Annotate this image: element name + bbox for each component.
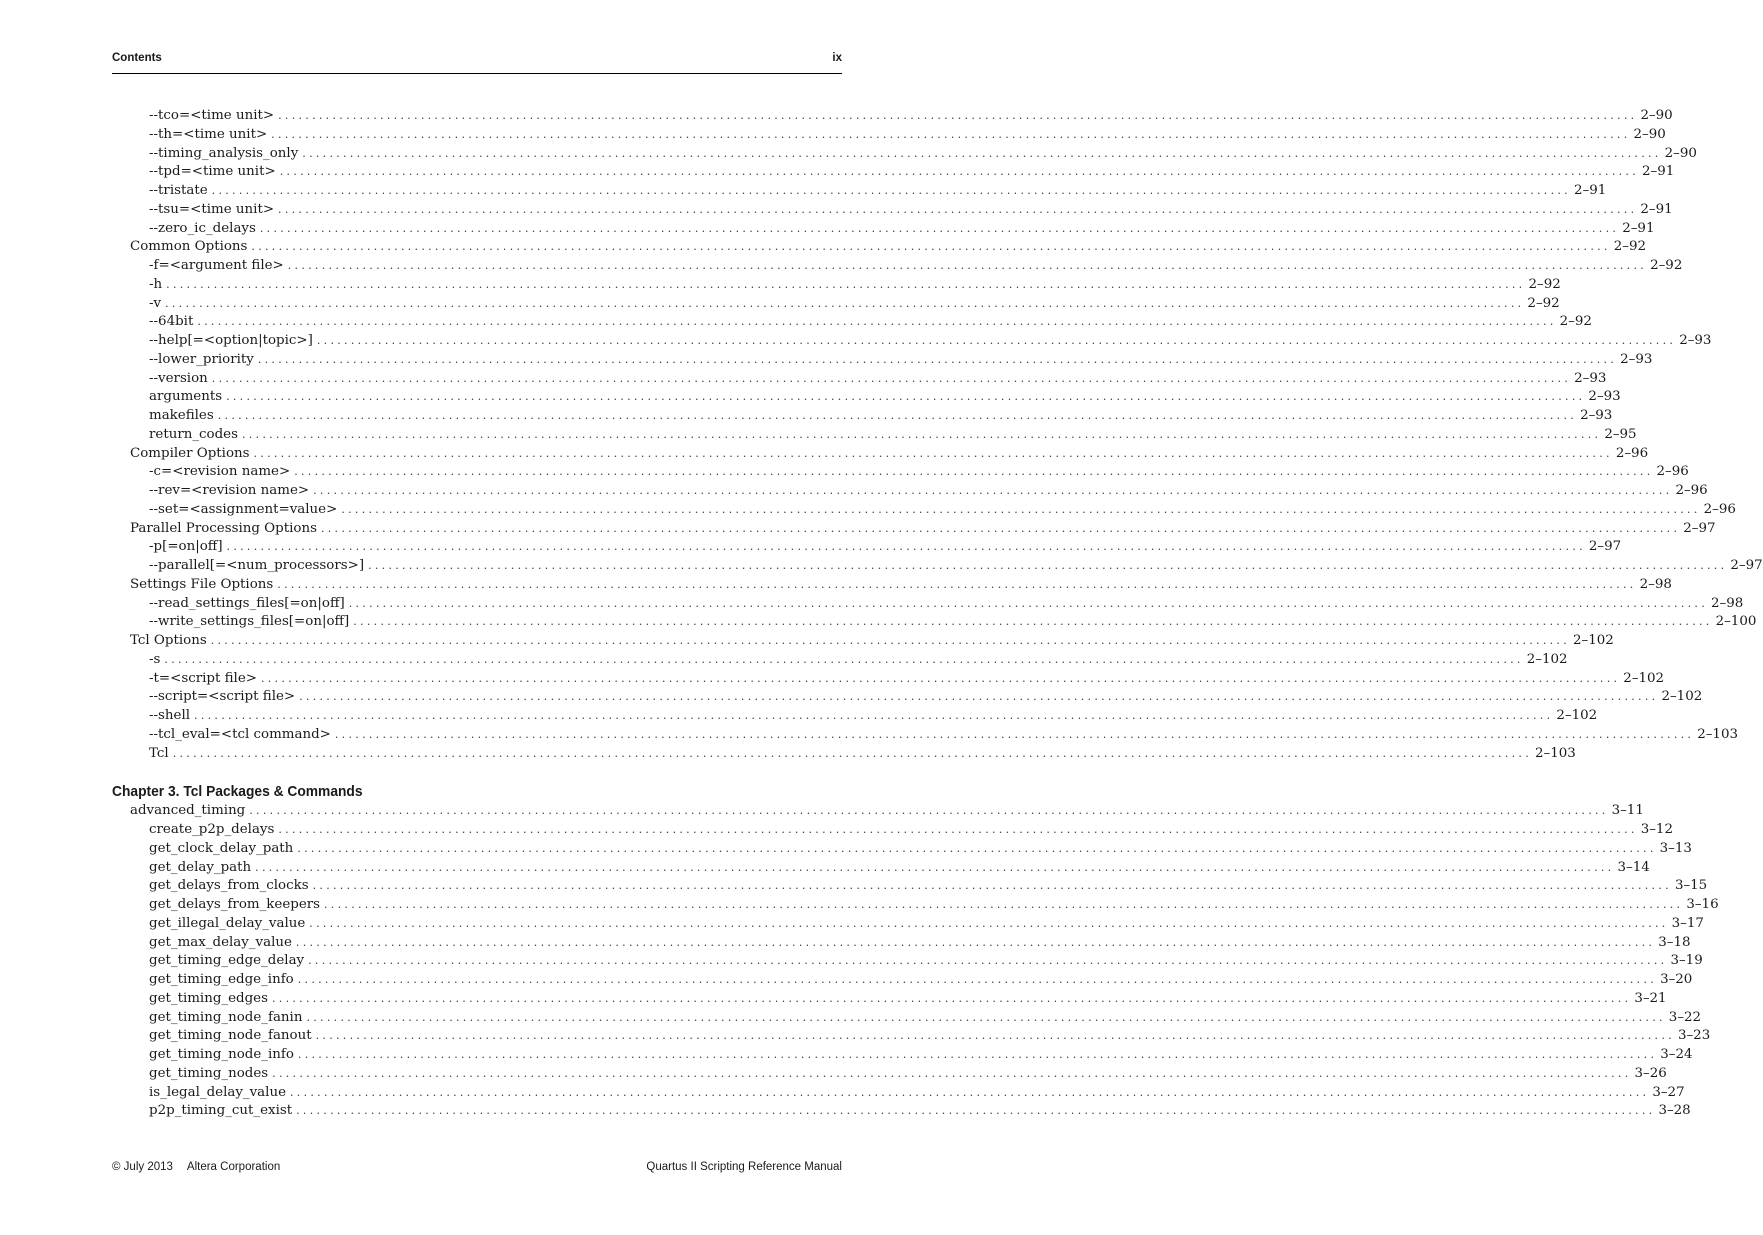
toc-entry[interactable]: [112, 688, 1703, 707]
toc-entry-page: 3–24: [1660, 1047, 1693, 1062]
toc-entry-page: 2–91: [1642, 164, 1675, 180]
toc-entry-page: 3–21: [1634, 990, 1667, 1006]
toc-entry[interactable]: [112, 145, 1697, 164]
toc-leader-dots: ........................................................................................................................................................................................................: [312, 879, 1672, 893]
toc-leader-dots: ........................................................................................................................................................................................................: [164, 652, 1524, 666]
toc-leader-dots: ........................................................................................................................................................................................................: [324, 898, 1684, 911]
toc-entry-label: return_codes: [149, 426, 238, 442]
toc-entry-label: Parallel Processing Options: [130, 520, 317, 536]
toc-entry[interactable]: [112, 332, 1712, 351]
toc-entry[interactable]: [112, 557, 1763, 576]
toc-entry-label: --parallel[=<num_processors>]: [149, 558, 365, 573]
toc-entry-label: --read_settings_files[=on|off]: [149, 595, 345, 611]
toc-entry-page: 2–96: [1675, 483, 1708, 498]
toc-entry-page: 2–96: [1615, 445, 1649, 461]
toc-entry-page: 3–19: [1670, 953, 1703, 969]
toc-entry-page: 2–102: [1623, 670, 1665, 686]
toc-entry-label: create_p2p_delays: [149, 822, 275, 837]
footer-company: Altera Corporation: [186, 1161, 281, 1173]
toc-entry-label: get_timing_edges: [149, 990, 268, 1006]
toc-entry-label: get_timing_node_info: [149, 1047, 294, 1062]
toc-entry-label: is_legal_delay_value: [149, 1084, 286, 1100]
toc-entry-page: 3–26: [1634, 1065, 1667, 1081]
toc-entry-page: 3–13: [1659, 840, 1692, 856]
toc-entry-label: --set=<assignment=value>: [149, 501, 338, 517]
table-of-contents: [112, 107, 1763, 1121]
toc-leader-dots: ........................................................................................................................................................................................................: [251, 240, 1611, 254]
toc-entry-page: 3–27: [1652, 1084, 1685, 1100]
toc-entry[interactable]: [112, 126, 1666, 145]
toc-entry-page: 3–11: [1611, 803, 1644, 819]
toc-entry-label: -f=<argument file>: [149, 258, 284, 273]
toc-entry-label: get_max_delay_value: [149, 934, 292, 950]
toc-entry[interactable]: [112, 726, 1738, 745]
toc-leader-dots: ........................................................................................................................................................................................................: [309, 916, 1669, 930]
toc-leader-dots: ........................................................................................................................................................................................................: [271, 991, 1632, 1005]
toc-entry[interactable]: [112, 445, 1649, 464]
toc-leader-dots: ........................................................................................................................................................................................................: [197, 315, 1557, 329]
toc-entry-label: --tristate: [149, 183, 208, 198]
header-rule: [112, 73, 842, 74]
toc-entry-label: Tcl Options: [130, 633, 207, 648]
toc-entry-page: 2–90: [1633, 126, 1666, 142]
toc-leader-dots: ........................................................................................................................................................................................................: [348, 596, 1709, 610]
toc-entry[interactable]: [112, 613, 1757, 632]
toc-entry-page: 2–93: [1679, 333, 1712, 348]
toc-entry-page: 3–18: [1658, 934, 1691, 950]
toc-entry-label: -t=<script file>: [149, 670, 257, 686]
toc-entry[interactable]: [112, 201, 1673, 220]
toc-entry-label: Compiler Options: [130, 445, 250, 461]
toc-entry-label: get_timing_edge_delay: [149, 953, 305, 969]
toc-entry[interactable]: [112, 896, 1719, 915]
toc-leader-dots: ........................................................................................................................................................................................................: [294, 465, 1654, 479]
toc-leader-dots: ........................................................................................................................................................................................................: [353, 615, 1713, 629]
toc-entry[interactable]: [112, 990, 1667, 1009]
toc-leader-dots: ........................................................................................................................................................................................................: [295, 935, 1656, 949]
toc-entry[interactable]: [112, 971, 1693, 990]
header-page-number: ix: [832, 52, 842, 64]
toc-entry-page: 2–102: [1556, 708, 1598, 723]
toc-entry[interactable]: [112, 707, 1598, 726]
toc-entry-label: -s: [149, 651, 161, 667]
toc-entry[interactable]: [112, 407, 1613, 426]
toc-entry-label: --zero_ic_delays: [149, 220, 256, 236]
toc-entry-label: get_clock_delay_path: [149, 840, 294, 856]
toc-entry-page: 2–92: [1527, 295, 1560, 311]
toc-entry-label: get_timing_node_fanin: [149, 1009, 303, 1025]
toc-entry-label: --script=<script file>: [149, 689, 296, 705]
toc-entry-label: --timing_analysis_only: [149, 145, 299, 161]
toc-entry-page: 3–15: [1674, 878, 1708, 894]
toc-entry[interactable]: [112, 1046, 1693, 1065]
toc-leader-dots: ........................................................................................................................................................................................................: [211, 371, 1572, 385]
toc-entry-page: 2–93: [1620, 351, 1653, 367]
toc-leader-dots: ........................................................................................................................................................................................................: [211, 184, 1571, 197]
toc-leader-dots: ........................................................................................................................................................................................................: [226, 540, 1586, 554]
toc-entry-page: 2–102: [1526, 651, 1568, 667]
toc-entry[interactable]: [112, 220, 1655, 239]
toc-entry-page: 3–22: [1668, 1009, 1702, 1025]
toc-leader-dots: ........................................................................................................................................................................................................: [172, 746, 1533, 760]
toc-entry-label: get_delay_path: [149, 859, 252, 875]
toc-entry[interactable]: [112, 501, 1736, 520]
toc-entry-page: 2–97: [1588, 539, 1622, 555]
toc-entry-label: --write_settings_files[=on|off]: [149, 614, 350, 630]
toc-entry[interactable]: [112, 163, 1675, 182]
toc-entry-label: --help[=<option|topic>]: [149, 333, 313, 348]
toc-entry-label: --tsu=<time unit>: [149, 201, 275, 217]
toc-leader-dots: ........................................................................................................................................................................................................: [368, 559, 1728, 572]
toc-entry-label: get_timing_node_fanout: [149, 1028, 312, 1044]
toc-leader-dots: ........................................................................................................................................................................................................: [272, 1066, 1632, 1080]
toc-entry-page: 2–93: [1580, 408, 1613, 423]
toc-entry[interactable]: [112, 426, 1637, 445]
toc-entry[interactable]: [112, 351, 1653, 370]
toc-leader-dots: ........................................................................................................................................................................................................: [279, 165, 1640, 179]
toc-entry-page: 2–103: [1535, 745, 1576, 761]
footer-date: © July 2013: [112, 1161, 173, 1173]
toc-leader-dots: ........................................................................................................................................................................................................: [278, 202, 1638, 216]
toc-section-chapter-3: [112, 802, 1719, 1121]
toc-leader-dots: ........................................................................................................................................................................................................: [217, 409, 1578, 422]
toc-leader-dots: ........................................................................................................................................................................................................: [302, 146, 1662, 160]
toc-entry-page: 3–23: [1677, 1028, 1711, 1044]
toc-entry-label: Common Options: [130, 239, 248, 255]
toc-leader-dots: ........................................................................................................................................................................................................: [315, 1029, 1675, 1043]
toc-entry[interactable]: [112, 877, 1708, 896]
toc-leader-dots: ........................................................................................................................................................................................................: [249, 804, 1609, 818]
toc-leader-dots: ........................................................................................................................................................................................................: [313, 484, 1673, 497]
toc-entry-label: --tcl_eval=<tcl command>: [149, 726, 331, 742]
toc-entry-page: 3–14: [1617, 859, 1650, 875]
toc-entry-page: 3–20: [1660, 972, 1693, 987]
toc-entry-page: 3–28: [1658, 1103, 1691, 1119]
header-section-title: Contents: [112, 52, 162, 64]
toc-leader-dots: ........................................................................................................................................................................................................: [341, 502, 1701, 516]
toc-leader-dots: ........................................................................................................................................................................................................: [271, 127, 1631, 141]
toc-entry-page: 3–17: [1671, 915, 1704, 931]
toc-entry-page: 2–90: [1664, 145, 1697, 161]
toc-entry[interactable]: [112, 1065, 1667, 1084]
toc-entry[interactable]: [112, 859, 1650, 878]
toc-entry[interactable]: [112, 520, 1716, 539]
toc-entry-label: --64bit: [149, 314, 194, 330]
toc-entry[interactable]: [112, 576, 1672, 595]
toc-entry-label: makefiles: [149, 408, 214, 423]
toc-entry-label: p2p_timing_cut_exist: [149, 1103, 293, 1119]
toc-entry[interactable]: [112, 934, 1691, 953]
toc-entry-page: 3–12: [1640, 822, 1673, 837]
page-header: [112, 52, 842, 70]
toc-entry[interactable]: [112, 1027, 1711, 1046]
toc-leader-dots: ........................................................................................................................................................................................................: [241, 427, 1602, 441]
toc-leader-dots: ........................................................................................................................................................................................................: [259, 221, 1620, 235]
toc-leader-dots: ........................................................................................................................................................................................................: [260, 671, 1621, 685]
toc-entry-label: Settings File Options: [130, 576, 274, 592]
toc-entry-label: --version: [149, 370, 208, 386]
toc-entry[interactable]: [112, 276, 1561, 295]
toc-leader-dots: ........................................................................................................................................................................................................: [334, 727, 1695, 741]
toc-leader-dots: ........................................................................................................................................................................................................: [306, 1010, 1666, 1024]
toc-entry-page: 2–100: [1715, 614, 1757, 630]
toc-entry-page: 2–103: [1697, 726, 1738, 742]
toc-leader-dots: ........................................................................................................................................................................................................: [308, 954, 1668, 968]
toc-entry[interactable]: [112, 388, 1621, 407]
toc-leader-dots: ........................................................................................................................................................................................................: [255, 860, 1615, 874]
toc-entry[interactable]: [112, 821, 1673, 840]
toc-entry[interactable]: [112, 482, 1708, 501]
toc-entry-page: 2–93: [1574, 370, 1607, 386]
toc-leader-dots: ........................................................................................................................................................................................................: [278, 109, 1638, 122]
toc-leader-dots: ........................................................................................................................................................................................................: [226, 390, 1586, 404]
toc-entry[interactable]: [112, 915, 1704, 934]
toc-leader-dots: ........................................................................................................................................................................................................: [278, 823, 1638, 836]
toc-entry-label: get_delays_from_clocks: [149, 878, 309, 894]
toc-leader-dots: ........................................................................................................................................................................................................: [257, 352, 1618, 366]
toc-entry-page: 2–102: [1661, 689, 1703, 705]
toc-entry-label: --th=<time unit>: [149, 126, 268, 142]
toc-entry[interactable]: [112, 1102, 1691, 1121]
toc-leader-dots: ........................................................................................................................................................................................................: [297, 841, 1657, 855]
toc-entry-page: 2–97: [1683, 520, 1716, 536]
toc-entry-page: 2–96: [1703, 501, 1736, 517]
toc-leader-dots: ........................................................................................................................................................................................................: [320, 521, 1681, 535]
toc-leader-dots: ........................................................................................................................................................................................................: [210, 634, 1571, 647]
toc-entry-label: get_illegal_delay_value: [149, 915, 306, 931]
toc-leader-dots: ........................................................................................................................................................................................................: [316, 334, 1677, 347]
toc-entry-page: 2–91: [1640, 201, 1673, 217]
toc-entry[interactable]: [112, 107, 1673, 126]
toc-entry-label: advanced_timing: [130, 803, 246, 819]
toc-entry-page: 2–91: [1573, 183, 1607, 198]
toc-entry[interactable]: [112, 670, 1665, 689]
toc-leader-dots: ........................................................................................................................................................................................................: [299, 690, 1659, 704]
toc-section-chapter-2: [112, 107, 1763, 763]
toc-entry-label: get_timing_nodes: [149, 1065, 269, 1081]
toc-entry[interactable]: [112, 257, 1683, 276]
toc-entry-label: -v: [149, 295, 162, 311]
toc-leader-dots: ........................................................................................................................................................................................................: [166, 277, 1526, 291]
toc-entry-label: Tcl: [149, 745, 169, 761]
toc-entry-label: -h: [149, 276, 163, 292]
toc-entry-label: -p[=on|off]: [149, 539, 223, 555]
toc-entry-page: 3–16: [1686, 897, 1719, 912]
toc-entry-label: -c=<revision name>: [149, 464, 291, 480]
toc-entry-page: 2–91: [1622, 220, 1655, 236]
toc-entry-page: 2–92: [1559, 314, 1592, 330]
toc-leader-dots: ........................................................................................................................................................................................................: [296, 1104, 1656, 1118]
toc-entry[interactable]: [112, 182, 1607, 201]
toc-leader-dots: ........................................................................................................................................................................................................: [290, 1085, 1650, 1099]
toc-entry[interactable]: [112, 745, 1576, 764]
footer-manual-title: Quartus II Scripting Reference Manual: [646, 1161, 842, 1173]
toc-entry-page: 2–95: [1604, 426, 1637, 442]
toc-entry[interactable]: [112, 651, 1568, 670]
toc-entry-label: get_timing_edge_info: [149, 972, 294, 987]
toc-entry[interactable]: [112, 370, 1607, 389]
toc-entry-label: --tco=<time unit>: [149, 108, 275, 123]
toc-entry[interactable]: [112, 595, 1744, 614]
toc-entry-label: get_delays_from_keepers: [149, 897, 321, 912]
toc-entry-page: 2–92: [1613, 239, 1647, 255]
toc-leader-dots: ........................................................................................................................................................................................................: [165, 296, 1525, 310]
toc-entry-page: 2–98: [1639, 576, 1672, 592]
toc-entry[interactable]: [112, 632, 1614, 651]
toc-leader-dots: ........................................................................................................................................................................................................: [253, 446, 1613, 460]
toc-leader-dots: ........................................................................................................................................................................................................: [297, 1048, 1658, 1061]
toc-entry-page: 2–92: [1650, 258, 1683, 273]
toc-entry-label: arguments: [149, 389, 223, 405]
toc-entry[interactable]: [112, 463, 1689, 482]
toc-entry-page: 2–102: [1573, 633, 1614, 648]
toc-entry[interactable]: [112, 295, 1560, 314]
toc-leader-dots: ........................................................................................................................................................................................................: [287, 259, 1648, 272]
toc-entry-page: 2–97: [1730, 558, 1763, 573]
toc-entry-page: 2–96: [1656, 464, 1689, 480]
toc-entry-page: 2–90: [1640, 108, 1673, 123]
toc-entry-label: --tpd=<time unit>: [149, 164, 276, 180]
toc-entry[interactable]: [112, 952, 1703, 971]
toc-entry[interactable]: [112, 238, 1647, 257]
toc-entry-label: --shell: [149, 708, 191, 723]
toc-entry-label: --lower_priority: [149, 351, 254, 367]
toc-entry-label: --rev=<revision name>: [149, 483, 310, 498]
toc-leader-dots: ........................................................................................................................................................................................................: [194, 709, 1554, 722]
toc-leader-dots: ........................................................................................................................................................................................................: [297, 973, 1658, 986]
toc-entry[interactable]: [112, 840, 1692, 859]
toc-entry[interactable]: [112, 538, 1622, 557]
chapter-heading[interactable]: Chapter 3. Tcl Packages & Commands: [112, 783, 363, 801]
toc-entry[interactable]: [112, 1009, 1702, 1028]
toc-entry[interactable]: [112, 313, 1592, 332]
toc-entry[interactable]: [112, 1084, 1685, 1103]
toc-leader-dots: ........................................................................................................................................................................................................: [277, 577, 1637, 591]
toc-entry-page: 2–98: [1711, 595, 1744, 611]
toc-entry-page: 2–93: [1588, 389, 1621, 405]
toc-entry[interactable]: [112, 802, 1644, 821]
toc-entry-page: 2–92: [1528, 276, 1561, 292]
